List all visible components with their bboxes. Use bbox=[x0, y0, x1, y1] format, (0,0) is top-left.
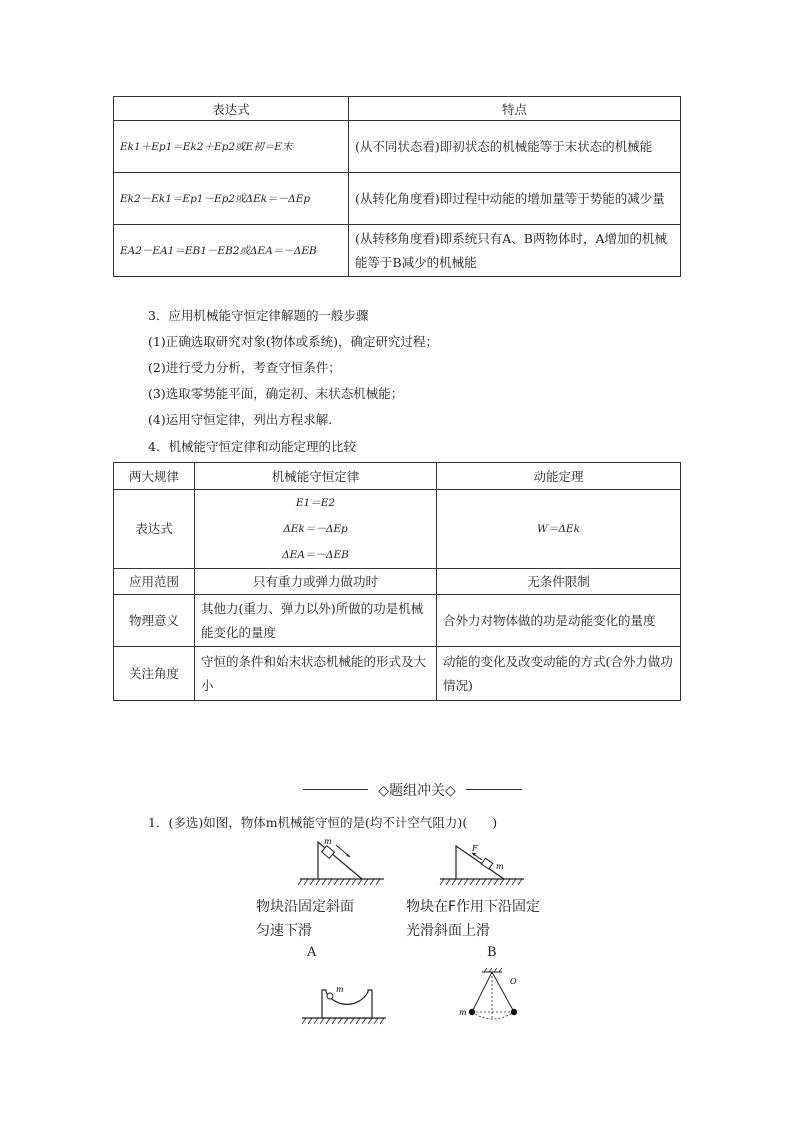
mass-label: m bbox=[459, 1008, 467, 1017]
table1-header-expression: 表达式 bbox=[114, 97, 349, 121]
group-title: ◇题组冲关◇ bbox=[378, 783, 456, 799]
comparison-table bbox=[113, 462, 681, 701]
law2-cell: 合外力对物体做的功是动能变化的量度 bbox=[437, 595, 681, 647]
table1-formula: EA2－EA1＝EB1－EB2或ΔEA＝－ΔEB bbox=[114, 225, 349, 277]
figure-b-incline bbox=[438, 836, 528, 888]
table1-feature: (从转化角度看)即过程中动能的增加量等于势能的减少量 bbox=[349, 173, 681, 225]
expression-table bbox=[113, 96, 681, 277]
figure-a-incline bbox=[296, 836, 386, 888]
caption-line: 匀速下滑 bbox=[256, 923, 312, 939]
table2-header-col0: 两大规律 bbox=[114, 463, 195, 490]
question-text: 1．(多选)如图，物体m机械能守恒的是(均不计空气阻力)( ) bbox=[148, 815, 498, 830]
table2-header-col1: 机械能守恒定律 bbox=[195, 463, 437, 490]
divider bbox=[303, 789, 368, 790]
figure-a-caption bbox=[256, 895, 354, 943]
row-label: 物理意义 bbox=[114, 595, 195, 647]
conservation-expression bbox=[195, 490, 437, 569]
step-item: (2)进行受力分析，考查守恒条件； bbox=[148, 360, 341, 375]
table-row bbox=[114, 490, 681, 569]
caption-line: 光滑斜面上滑 bbox=[406, 923, 490, 939]
row-label: 应用范围 bbox=[114, 569, 195, 595]
step-item: (4)运用守恒定律，列出方程求解． bbox=[148, 412, 341, 427]
row-label: 关注角度 bbox=[114, 647, 195, 701]
expression-line: E1＝E2 bbox=[295, 497, 336, 509]
table-row bbox=[114, 225, 681, 277]
mass-label: m bbox=[496, 862, 504, 871]
row-label: 表达式 bbox=[114, 490, 195, 569]
caption-line: 物块沿固定斜面 bbox=[256, 899, 354, 915]
table-row bbox=[114, 647, 681, 701]
section3-heading: 3．应用机械能守恒定律解题的一般步骤 bbox=[148, 308, 369, 323]
mass-label: m bbox=[336, 985, 344, 994]
law1-cell: 守恒的条件和始末状态机械能的形式及大小 bbox=[195, 647, 437, 701]
figure-b-label: B bbox=[487, 945, 497, 960]
force-label: F bbox=[472, 844, 478, 853]
figure-a-label: A bbox=[307, 945, 317, 960]
step-item: (1)正确选取研究对象(物体或系统)，确定研究过程； bbox=[148, 334, 438, 349]
expression-line: ΔEk＝－ΔEp bbox=[283, 523, 348, 535]
expression-line: ΔEA＝－ΔEB bbox=[282, 549, 349, 561]
figure-d-pendulum bbox=[456, 966, 532, 1028]
divider bbox=[466, 789, 522, 790]
mass-label: m bbox=[324, 837, 332, 846]
table-row bbox=[114, 595, 681, 647]
table-row bbox=[114, 569, 681, 595]
table1-feature: (从不同状态看)即初状态的机械能等于末状态的机械能 bbox=[349, 121, 681, 173]
table1-formula: Ek1＋Ep1＝Ek2＋Ep2或E初＝E末 bbox=[114, 121, 349, 173]
pivot-label: O bbox=[510, 977, 517, 986]
step-item: (3)选取零势能平面，确定初、末状态机械能； bbox=[148, 386, 404, 401]
table1-formula: Ek2－Ek1＝Ep1－Ep2或ΔEk＝－ΔEp bbox=[114, 173, 349, 225]
law2-cell: 无条件限制 bbox=[437, 569, 681, 595]
law1-cell: 其他力(重力、弹力以外)所做的功是机械能变化的量度 bbox=[195, 595, 437, 647]
kinetic-theorem-expression: W＝ΔEk bbox=[437, 490, 681, 569]
figure-c-bowl bbox=[300, 976, 388, 1026]
section4-heading: 4．机械能守恒定律和动能定理的比较 bbox=[148, 439, 356, 454]
table-row bbox=[114, 173, 681, 225]
table-row bbox=[114, 121, 681, 173]
table1-header-feature: 特点 bbox=[349, 97, 681, 121]
law2-cell: 动能的变化及改变动能的方式(合外力做功情况) bbox=[437, 647, 681, 701]
caption-line: 物块在F作用下沿固定 bbox=[406, 899, 541, 915]
law1-cell: 只有重力或弹力做功时 bbox=[195, 569, 437, 595]
figure-b-caption bbox=[406, 895, 540, 943]
table2-header-col2: 动能定理 bbox=[437, 463, 681, 490]
table1-feature: (从转移角度看)即系统只有A、B两物体时，A增加的机械能等于B减少的机械能 bbox=[349, 225, 681, 277]
